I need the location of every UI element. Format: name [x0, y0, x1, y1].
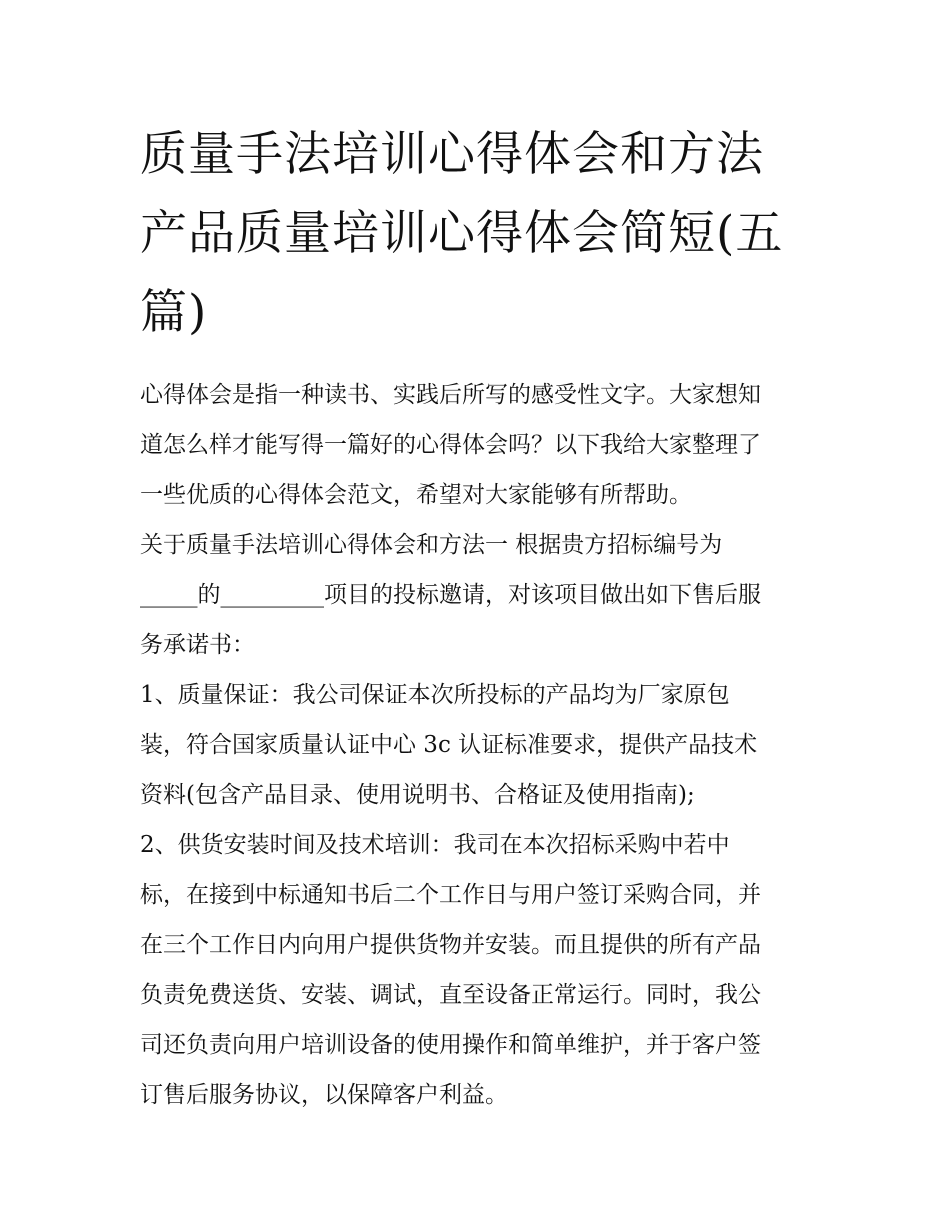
list-item-line: 装，符合国家质量认证中心 3c 认证标准要求，提供产品技术: [140, 732, 758, 758]
list-item-line: 订售后服务协议，以保障客户利益。: [140, 1082, 508, 1108]
document-title: [140, 115, 812, 352]
body-line: _____的_________项目的投标邀请，对该项目做出如下售后服: [140, 582, 761, 608]
document-body: [140, 370, 812, 1120]
list-item-line: 在三个工作日内向用户提供货物并安装。而且提供的所有产品: [140, 932, 761, 958]
title-line: 产品质量培训心得体会简短(五: [140, 206, 784, 261]
intro-line: 道怎么样才能写得一篇好的心得体会吗？以下我给大家整理了: [140, 432, 761, 458]
intro-line: 一些优质的心得体会范文，希望对大家能够有所帮助。: [140, 482, 692, 508]
body-line: 务承诺书：: [140, 632, 255, 658]
title-line: 篇): [140, 285, 208, 340]
list-item-line: 标，在接到中标通知书后二个工作日与用户签订采购合同，并: [140, 882, 761, 908]
intro-line: 心得体会是指一种读书、实践后所写的感受性文字。大家想知: [140, 382, 761, 408]
list-item-line: 负责免费送货、安装、调试，直至设备正常运行。同时，我公: [140, 982, 761, 1008]
title-line: 质量手法培训心得体会和方法: [140, 127, 764, 182]
section-heading-line: 关于质量手法培训心得体会和方法一 根据贵方招标编号为: [140, 532, 723, 558]
list-item-line: 2、供货安装时间及技术培训：我司在本次招标采购中若中: [140, 832, 730, 858]
list-item-line: 司还负责向用户培训设备的使用操作和简单维护，并于客户签: [140, 1032, 761, 1058]
document-page: [140, 115, 812, 1120]
list-item-line: 资料(包含产品目录、使用说明书、合格证及使用指南);: [140, 782, 695, 808]
list-item-line: 1、质量保证：我公司保证本次所投标的产品均为厂家原包: [140, 682, 730, 708]
